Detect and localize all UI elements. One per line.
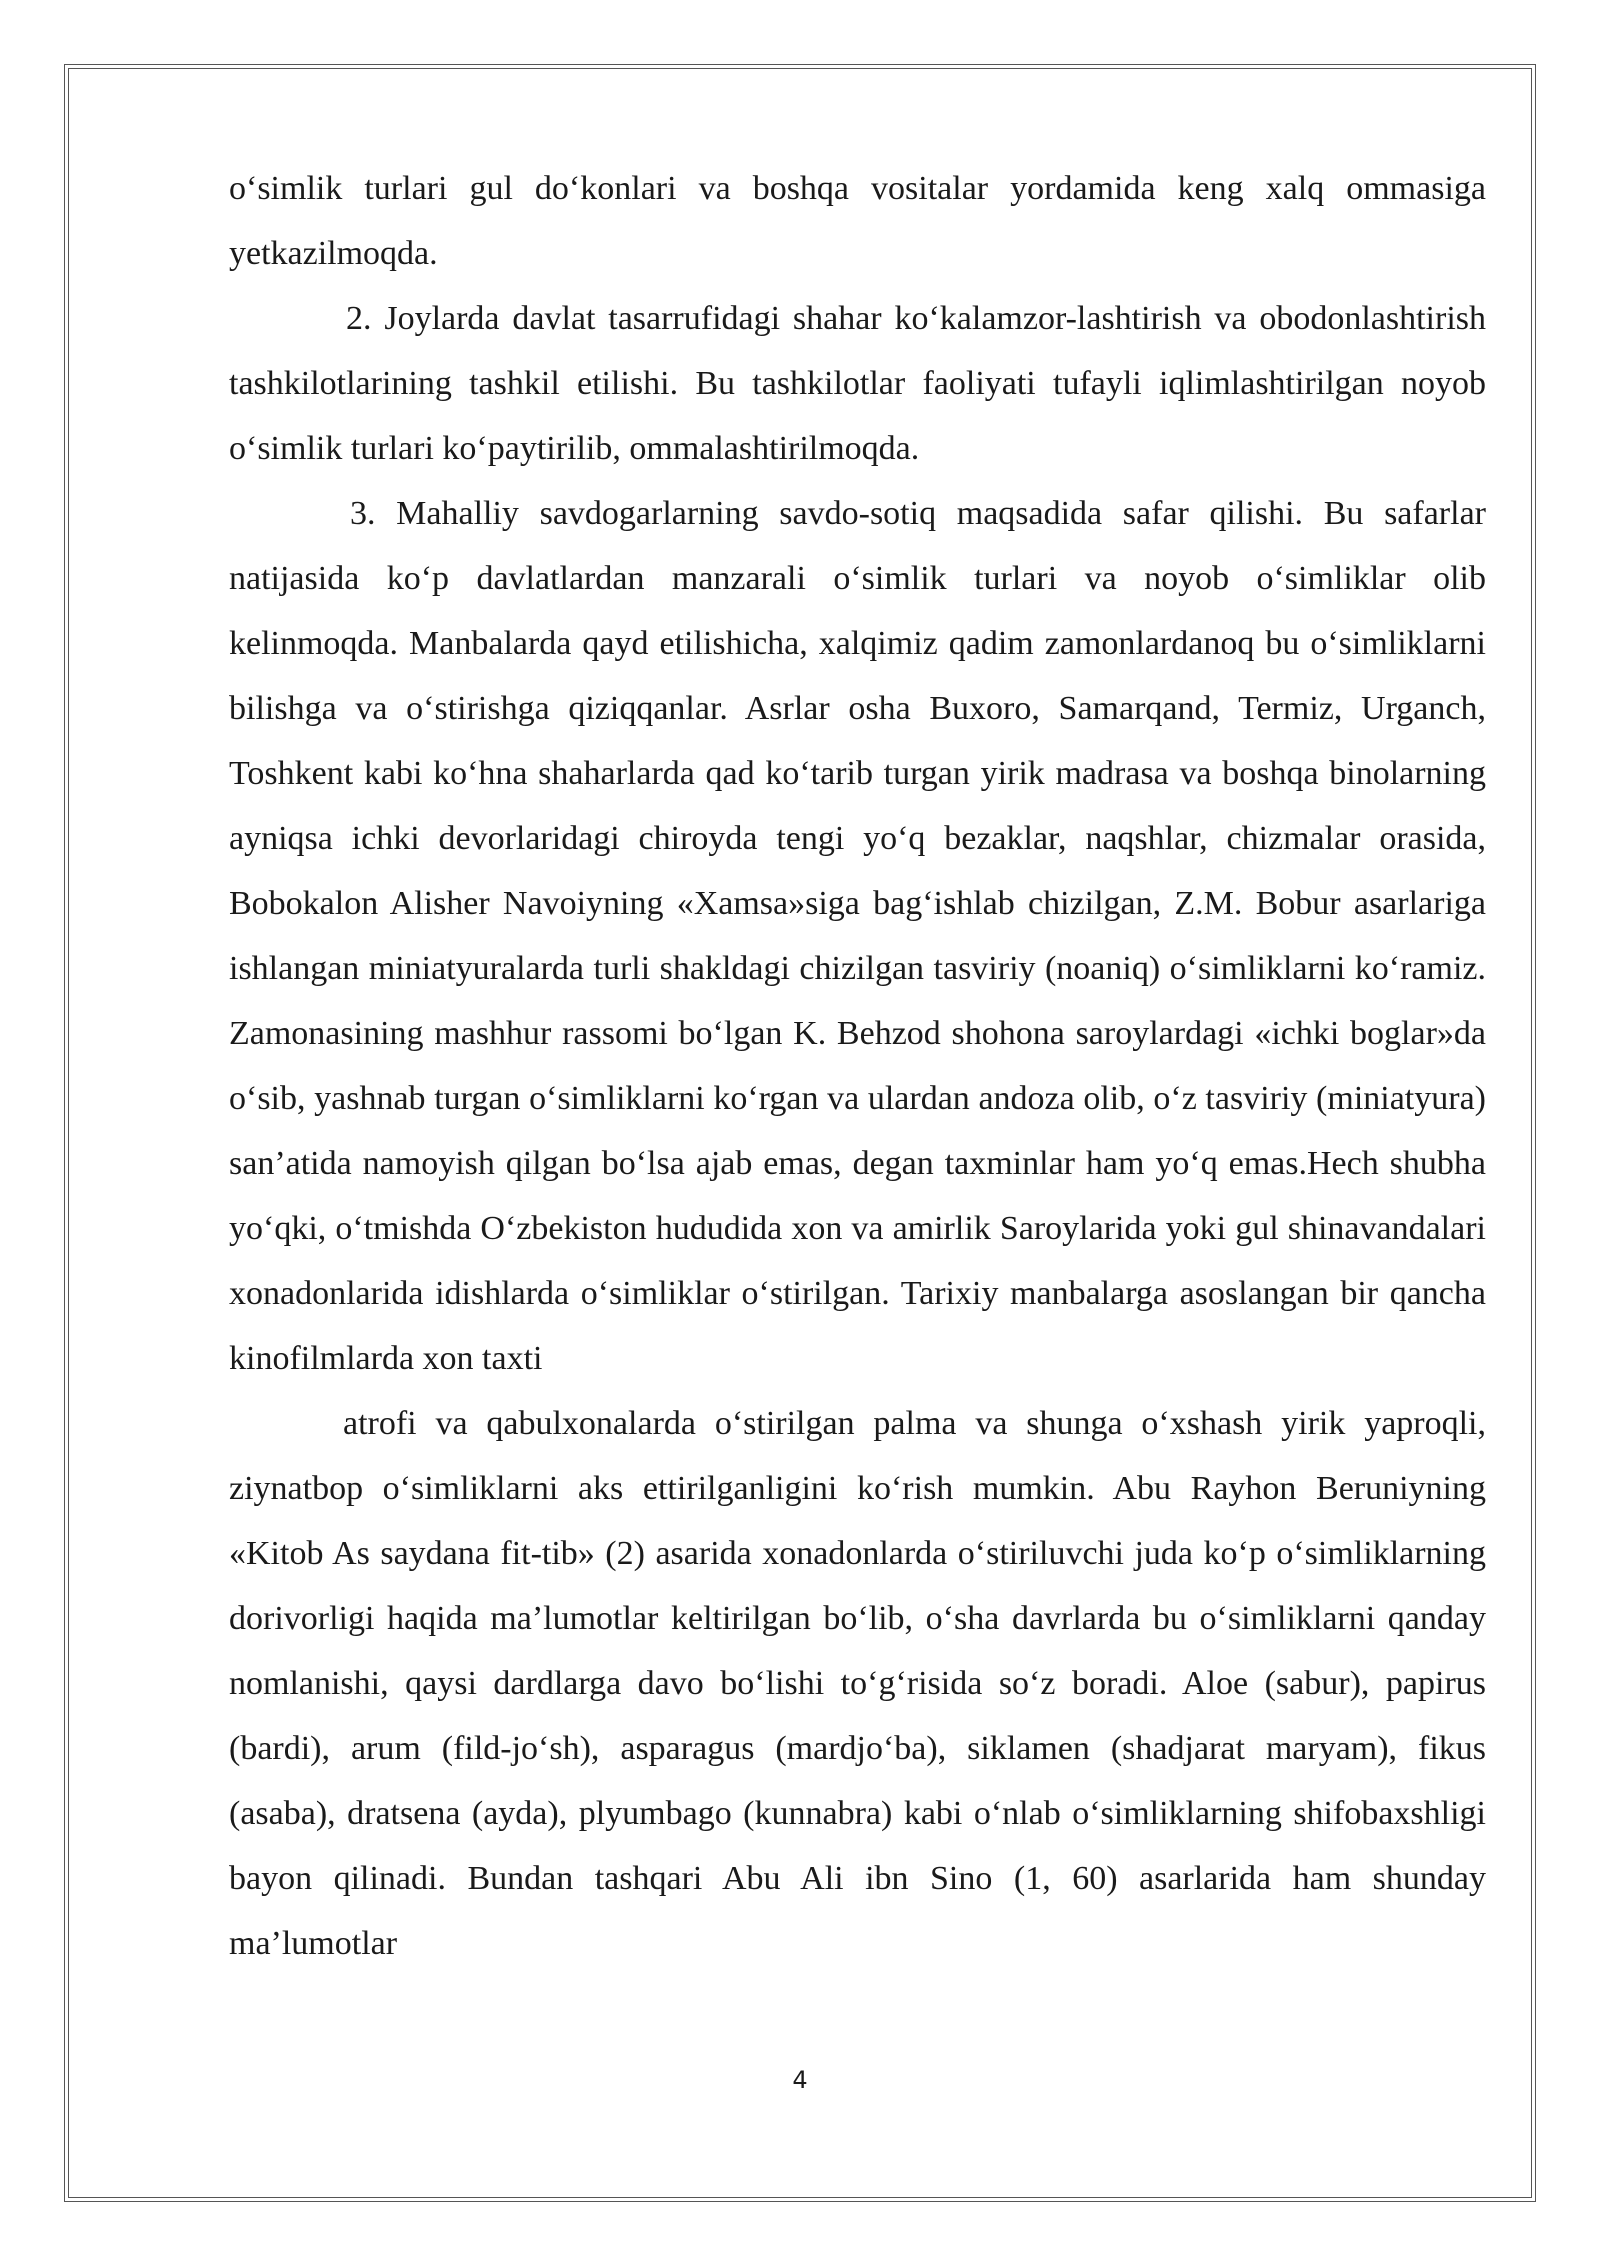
paragraph-body: atrofi va qabulxonalarda o‘stirilgan palma va shunga o‘xshash yirik yaproqli, ziynatbop o‘simliklarni aks ettirilganligini ko‘rish mumkin. Abu Rayhon Beruniyning «Kitob As saydana fit-tib» (2) asarida xonadonlarda o‘stiriluvchi juda ko‘p o‘simliklarning dorivorligi haqida ma’lumotlar keltirilgan bo‘lib, o‘sha davrlarda bu o‘simliklarni qanday nomlanishi, qaysi dardlarga davo bo‘lishi to‘g‘risida so‘z boradi. Aloe (sabur), papirus (bardi), arum (fild-jo‘sh), asparagus (mardjo‘ba), siklamen (shadjarat maryam), fikus (asaba), dratsena (ayda), plyumbago (kunnabra) kabi o‘nlab o‘simliklarning shifobaxshligi bayon qilinadi. Bundan tashqari Abu Ali ibn Sino (1, 60) asarlarida ham shunday ma’lumotlar	[229, 1405, 1486, 1962]
page-number: 4	[792, 2066, 808, 2094]
document-body	[229, 156, 1486, 1976]
paragraph-continuation: o‘simlik turlari gul do‘konlari va boshqa vositalar yordamida keng xalq ommasiga yetkazilmoqda.	[229, 170, 1486, 272]
paragraph-item-2: 2. Joylarda davlat tasarrufidagi shahar ko‘kalamzor-lashtirish va obodonlashtirish tashkilotlarining tashkil etilishi. Bu tashkilotlar faoliyati tufayli iqlimlashtirilgan noyob o‘simlik turlari ko‘paytirilib, ommalashtirilmoqda.	[229, 300, 1486, 467]
paragraph-item-3: 3. Mahalliy savdogarlarning savdo-sotiq maqsadida safar qilishi. Bu safarlar natijasida ko‘p davlatlardan manzarali o‘simlik turlari va noyob o‘simliklar olib kelinmoqda. Manbalarda qayd etilishicha, xalqimiz qadim zamonlardanoq bu o‘simliklarni bilishga va o‘stirishga qiziqqanlar. Asrlar osha Buxoro, Samarqand, Termiz, Urganch, Toshkent kabi ko‘hna shaharlarda qad ko‘tarib turgan yirik madrasa va boshqa binolarning ayniqsa ichki devorlaridagi chiroyda tengi yo‘q bezaklar, naqshlar, chizmalar orasida, Bobokalon Alisher Navoiyning «Xamsa»siga bag‘ishlab chizilgan, Z.M. Bobur asarlariga ishlangan miniatyuralarda turli shakldagi chizilgan tasviriy (noaniq) o‘simliklarni ko‘ramiz. Zamonasining mashhur rassomi bo‘lgan K. Behzod shohona saroylardagi «ichki boglar»da o‘sib, yashnab turgan o‘simliklarni ko‘rgan va ulardan andoza olib, o‘z tasviriy (miniatyura) san’atida namoyish qilgan bo‘lsa ajab emas, degan taxminlar ham yo‘q emas.Hech shubha yo‘qki, o‘tmishda O‘zbekiston hududida xon va amirlik Saroylarida yoki gul shinavandalari xonadonlarida idishlarda o‘simliklar o‘stirilgan. Tarixiy manbalarga asoslangan bir qancha kinofilmlarda xon taxti	[229, 495, 1486, 1377]
